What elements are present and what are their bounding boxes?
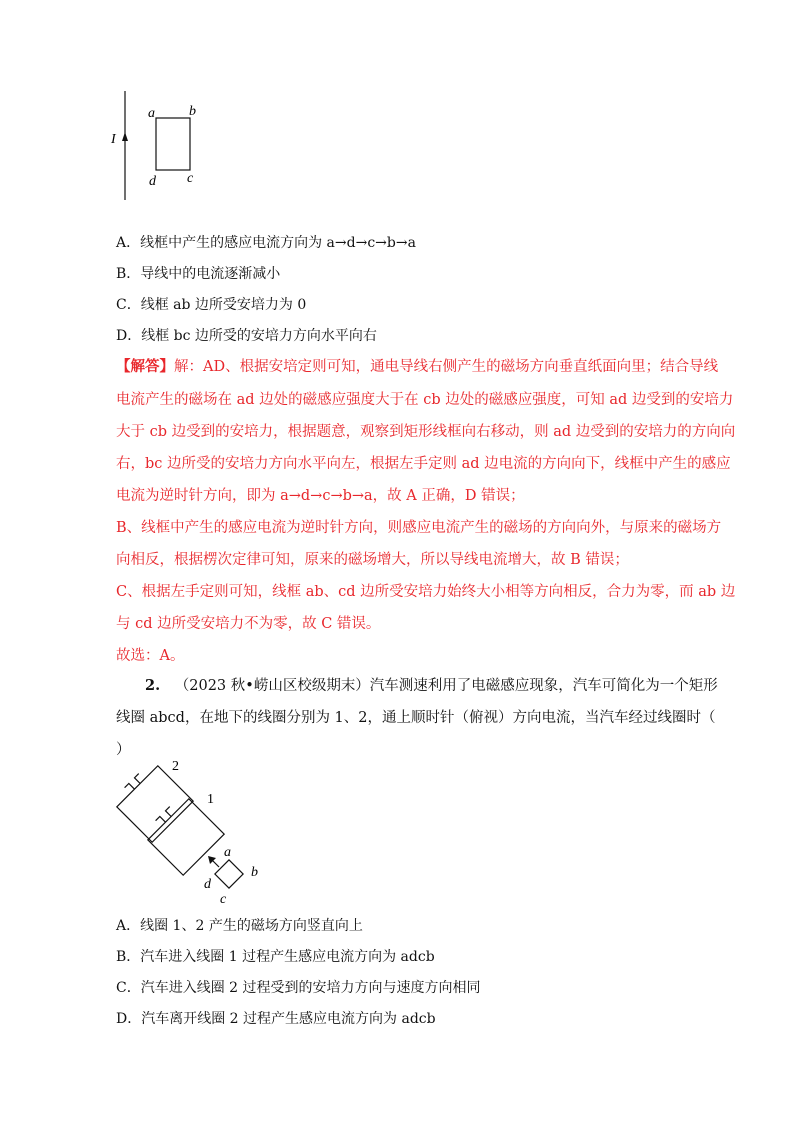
corner-c-label: c: [187, 171, 194, 186]
answer-line-4: 右，bc 边所受的安培力方向水平向左，根据左手定则 ad 边电流的方向向下，线框中产生的感应: [116, 456, 731, 472]
figure-wire-loop: [100, 88, 220, 203]
question2-line-2: 线圈 abcd，在地下的线圈分别为 1、2，通上顺时针（俯视）方向电流，当汽车经过线圈时（: [116, 710, 716, 726]
answer-line-6: B、线框中产生的感应电流为逆时针方向，则感应电流产生的磁场的方向向外，与原来的磁场方: [116, 520, 722, 536]
answer-line-9: 与 cd 边所受安培力不为零，故 C 错误。: [116, 616, 381, 632]
figure-coils-car: [100, 752, 280, 912]
q1-option-b: B．导线中的电流逐渐减小: [116, 266, 281, 282]
coil-2-label: 2: [172, 759, 179, 774]
answer-line-1-text: 解：AD、根据安培定则可知，通电导线右侧产生的磁场方向垂直纸面向里；结合导线: [174, 359, 719, 375]
q2-option-c: C．汽车进入线圈 2 过程受到的安培力方向与速度方向相同: [116, 980, 481, 996]
answer-line-3: 大于 cb 边受到的安培力，根据题意，观察到矩形线框向右移动，则 ad 边受到的安培力的方向向: [116, 424, 736, 440]
rectangular-loop: [156, 118, 190, 170]
car-corner-a-label: a: [224, 845, 231, 860]
corner-b-label: b: [189, 104, 196, 119]
question2-line-1-text: （2023 秋•崂山区校级期末）汽车测速利用了电磁感应现象，汽车可简化为一个矩形: [174, 678, 718, 694]
q2-option-a: A．线圈 1、2 产生的磁场方向竖直向上: [116, 918, 363, 934]
corner-a-label: a: [148, 106, 155, 121]
corner-d-label: d: [149, 174, 156, 189]
coil-2: [111, 760, 193, 842]
q1-option-c: C．线框 ab 边所受安培力为 0: [116, 297, 307, 313]
answer-line-1: [116, 357, 718, 377]
q2-option-d: D．汽车离开线圈 2 过程产生感应电流方向为 adcb: [116, 1011, 436, 1027]
question2-line-1: [145, 676, 718, 696]
answer-line-8: C、根据左手定则可知，线框 ab、cd 边所受安培力始终大小相等方向相反，合力为零，而 ab 边: [116, 584, 736, 600]
car-loop: [215, 860, 243, 888]
q2-option-b: B．汽车进入线圈 1 过程产生感应电流方向为 adcb: [116, 949, 435, 965]
answer-line-7: 向相反，根据楞次定律可知，原来的磁场增大，所以导线电流增大，故 B 错误；: [116, 552, 629, 568]
answer-line-5: 电流为逆时针方向，即为 a→d→c→b→a，故 A 正确，D 错误；: [116, 488, 525, 504]
q1-option-a: A．线框中产生的感应电流方向为 a→d→c→b→a: [116, 235, 416, 251]
question2-number: 2.: [145, 677, 161, 694]
current-arrow-icon: [122, 132, 128, 141]
current-label: I: [111, 132, 116, 147]
answer-line-10: 故选：A。: [116, 648, 185, 664]
question2-line-3: ）: [116, 742, 131, 758]
q1-option-d: D．线框 bc 边所受的安培力方向水平向右: [116, 328, 377, 344]
coil-1-label: 1: [207, 792, 214, 807]
car-corner-d-label: d: [204, 877, 211, 892]
answer-header: 【解答】: [116, 358, 174, 375]
car-corner-c-label: c: [220, 892, 227, 907]
car-corner-b-label: b: [251, 865, 258, 880]
answer-line-2: 电流产生的磁场在 ad 边处的磁感应强度大于在 cb 边处的磁感应强度，可知 ad 边受到的安培力: [116, 392, 734, 408]
